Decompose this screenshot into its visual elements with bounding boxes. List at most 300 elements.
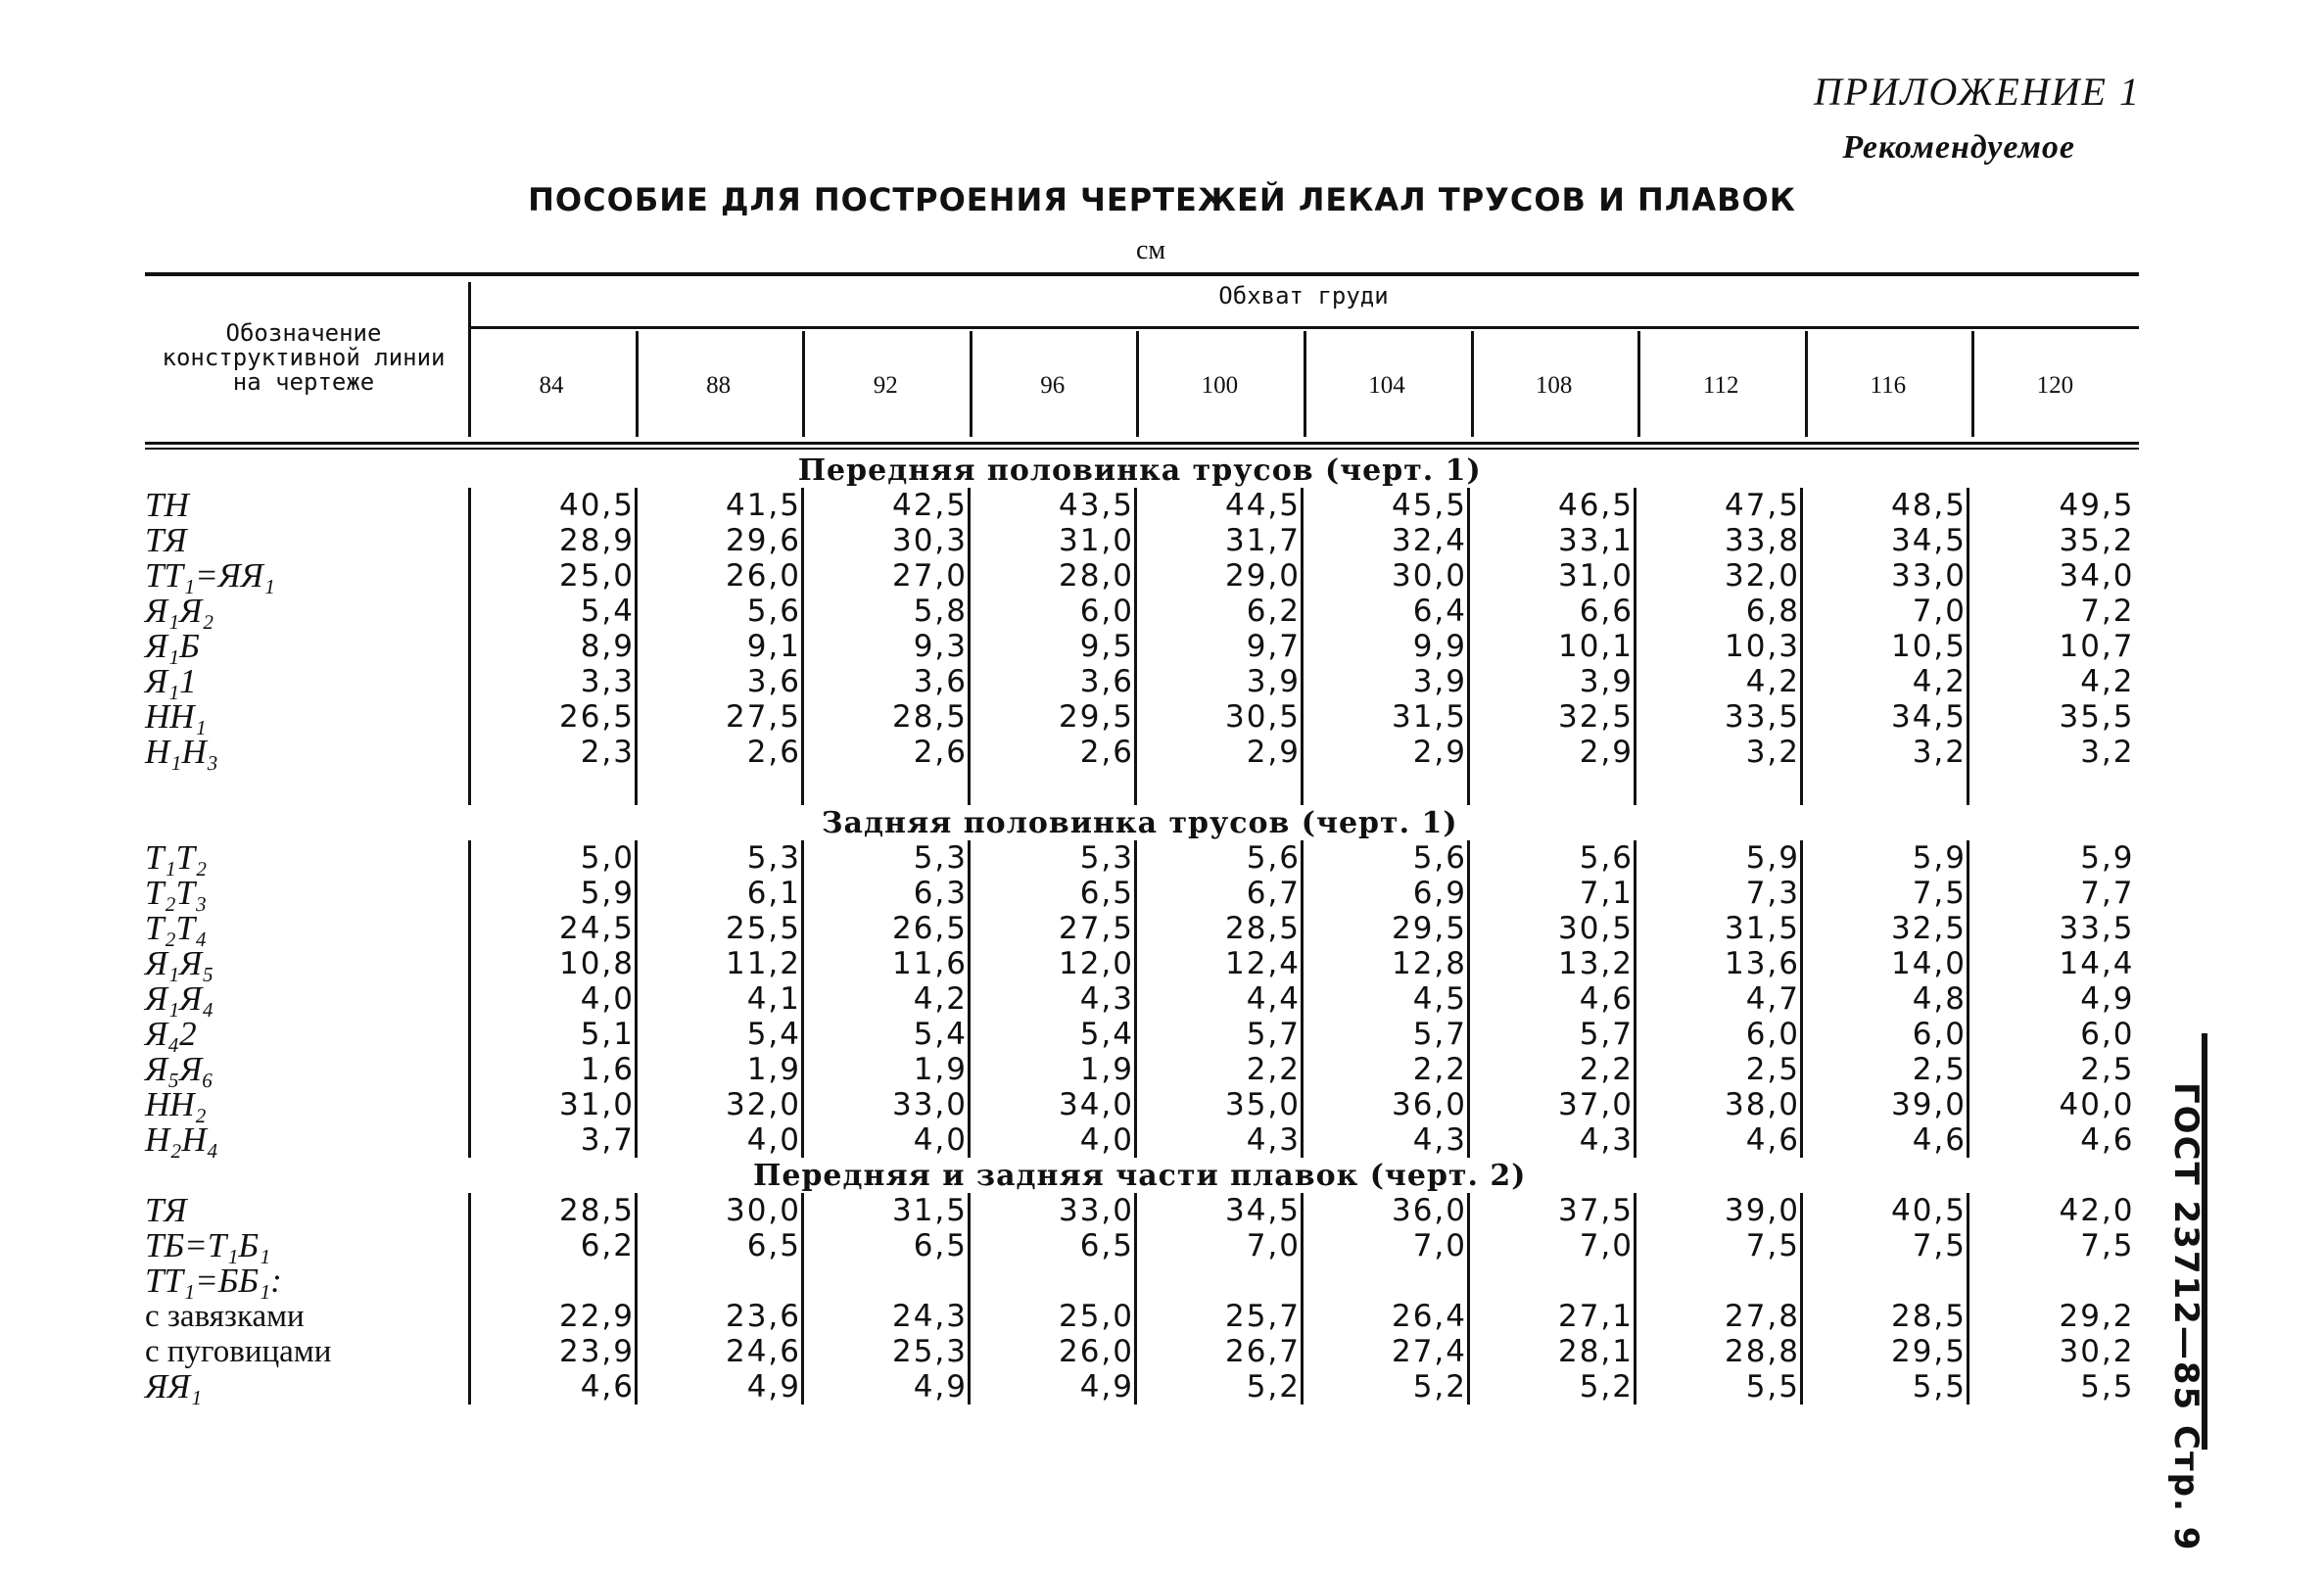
page-title: ПОСОБИЕ ДЛЯ ПОСТРОЕНИЯ ЧЕРТЕЖЕЙ ЛЕКАЛ ТРУСОВ И ПЛАВОК [528,181,1796,218]
table-cell: 27,0 [803,558,970,594]
row-label: Т₂Т₄ [145,909,208,947]
table-cell: 40,5 [1802,1193,1968,1228]
table-cell: 7,2 [1968,594,2135,629]
table-cell: 4,3 [970,981,1136,1017]
table-row [145,699,2135,735]
table-cell: 6,2 [1136,594,1303,629]
table-cell: 43,5 [970,488,1136,523]
table-cell: 26,7 [1136,1334,1303,1369]
table-cell: 33,5 [1968,911,2135,946]
table-cell: 10,3 [1636,629,1802,664]
side-standard-label: ГОСТ 23712—85 Стр. 9 [2166,1082,2205,1552]
table-cell: 23,9 [470,1334,637,1369]
table-cell: 10,5 [1802,629,1968,664]
table-cell: 4,2 [1802,664,1968,699]
column-header-116: 116 [1870,372,1907,399]
table-cell: 2,5 [1636,1052,1802,1087]
table-cell: 30,2 [1968,1334,2135,1369]
header-divider [636,331,639,437]
table-cell: 6,6 [1469,594,1636,629]
table-row [145,1369,2135,1405]
row-label: ТЯ [145,1191,187,1229]
row-label: с пуговицами [145,1334,332,1369]
table-cell: 6,9 [1303,876,1469,911]
row-label: Я₁Я₂ [145,592,214,630]
table-cell [637,1263,803,1299]
header-divider [1971,331,1974,437]
table-cell: 5,6 [1303,840,1469,876]
table-cell: 28,8 [1636,1334,1802,1369]
table-cell: 4,7 [1636,981,1802,1017]
table-cell: 14,4 [1968,946,2135,981]
table-cell: 36,0 [1303,1087,1469,1122]
table-cell: 4,1 [637,981,803,1017]
row-label: Н₁Н₃ [145,733,218,771]
table-cell: 29,5 [1802,1334,1968,1369]
table-cell: 4,6 [470,1369,637,1405]
row-label: ТН [145,486,189,524]
table-cell: 2,5 [1802,1052,1968,1087]
table-row [145,1299,2135,1334]
table-cell: 31,0 [1469,558,1636,594]
table-cell: 33,5 [1636,699,1802,735]
header-divider [1471,331,1474,437]
table-cell: 2,3 [470,735,637,770]
table-cell: 5,5 [1636,1369,1802,1405]
table-cell: 10,8 [470,946,637,981]
table-cell: 28,1 [1469,1334,1636,1369]
table-cell: 5,9 [1802,840,1968,876]
table-cell: 36,0 [1303,1193,1469,1228]
table-cell: 6,5 [970,876,1136,911]
section-title: Передняя и задняя части плавок (черт. 2) [753,1159,1527,1193]
table-cell: 6,1 [637,876,803,911]
row-label: ТБ=Т₁Б₁ [145,1226,271,1264]
table-cell: 28,9 [470,523,637,558]
table-cell: 5,9 [470,876,637,911]
table-cell: 34,5 [1802,523,1968,558]
table-cell: 4,2 [1636,664,1802,699]
row-label: Н₂Н₄ [145,1120,218,1159]
table-cell: 6,3 [803,876,970,911]
table-cell: 34,5 [1802,699,1968,735]
column-header-92: 92 [873,372,898,399]
table-cell: 35,0 [1136,1087,1303,1122]
table-cell: 4,9 [970,1369,1136,1405]
table-cell: 30,5 [1136,699,1303,735]
group-header-rule [468,326,2139,329]
table-cell: 10,1 [1469,629,1636,664]
table-cell: 6,5 [637,1228,803,1263]
table-cell [1469,1263,1636,1299]
table-cell: 4,6 [1636,1122,1802,1158]
table-cell: 12,8 [1303,946,1469,981]
table-cell: 31,5 [1303,699,1469,735]
table-cell: 2,2 [1136,1052,1303,1087]
table-cell: 49,5 [1968,488,2135,523]
table-cell: 1,9 [803,1052,970,1087]
table-cell: 11,6 [803,946,970,981]
table-cell: 39,0 [1802,1087,1968,1122]
table-cell: 4,0 [637,1122,803,1158]
table-cell: 27,5 [970,911,1136,946]
table-cell: 6,0 [1802,1017,1968,1052]
table-row [145,488,2135,523]
table-cell: 4,6 [1469,981,1636,1017]
table-cell: 3,3 [470,664,637,699]
table-cell: 11,2 [637,946,803,981]
column-header-112: 112 [1702,372,1739,399]
table-cell: 29,0 [1136,558,1303,594]
table-cell: 40,0 [1968,1087,2135,1122]
row-label: Я₁Я₅ [145,944,214,982]
table-cell: 7,0 [1303,1228,1469,1263]
table-cell: 4,6 [1968,1122,2135,1158]
table-row [145,558,2135,594]
table-cell: 6,4 [1303,594,1469,629]
table-cell: 4,3 [1469,1122,1636,1158]
header-divider [1637,331,1640,437]
unit-label: см [1136,235,1166,265]
row-label: Т₁Т₂ [145,838,208,877]
recommended-label: Рекомендуемое [1842,129,2075,166]
table-cell: 5,8 [803,594,970,629]
table-cell: 3,2 [1802,735,1968,770]
data-table [145,453,2135,1405]
table-cell [1303,1263,1469,1299]
row-header: Обозначение конструктивной линии на чертеже [162,319,446,397]
table-cell: 13,6 [1636,946,1802,981]
table-cell: 29,6 [637,523,803,558]
table-cell [470,1263,637,1299]
table-cell: 5,5 [1968,1369,2135,1405]
table-cell [1136,1263,1303,1299]
table-cell: 7,5 [1802,876,1968,911]
table-cell: 45,5 [1303,488,1469,523]
table-cell: 39,0 [1636,1193,1802,1228]
table-cell: 32,5 [1802,911,1968,946]
table-cell: 4,3 [1303,1122,1469,1158]
table-cell: 5,3 [970,840,1136,876]
header-divider [1304,331,1306,437]
section-title-row [145,453,2135,488]
table-cell: 3,9 [1303,664,1469,699]
table-cell: 2,9 [1303,735,1469,770]
table-cell: 46,5 [1469,488,1636,523]
table-cell: 25,3 [803,1334,970,1369]
table-cell: 4,2 [803,981,970,1017]
table-cell: 5,2 [1303,1369,1469,1405]
table-cell: 44,5 [1136,488,1303,523]
section-title-row [145,1158,2135,1193]
table-cell: 7,1 [1469,876,1636,911]
table-cell: 35,2 [1968,523,2135,558]
table-cell: 2,6 [970,735,1136,770]
section-gap [145,770,2135,805]
table-row [145,1017,2135,1052]
table-cell: 10,7 [1968,629,2135,664]
header-divider [1136,331,1139,437]
table-cell: 28,5 [1802,1299,1968,1334]
table-cell: 3,9 [1469,664,1636,699]
table-cell: 5,4 [970,1017,1136,1052]
table-cell: 30,3 [803,523,970,558]
table-cell: 23,6 [637,1299,803,1334]
table-cell: 34,5 [1136,1193,1303,1228]
table-cell: 5,2 [1136,1369,1303,1405]
row-label: ТТ₁=ББ₁: [145,1262,282,1300]
table-cell: 28,5 [1136,911,1303,946]
table-row [145,1263,2135,1299]
table-cell: 5,4 [470,594,637,629]
table-cell: 2,9 [1136,735,1303,770]
table-cell: 2,2 [1303,1052,1469,1087]
table-cell: 7,0 [1469,1228,1636,1263]
table-cell: 2,2 [1469,1052,1636,1087]
table-cell: 6,0 [1636,1017,1802,1052]
table-cell: 4,8 [1802,981,1968,1017]
table-cell: 38,0 [1636,1087,1802,1122]
table-cell: 25,7 [1136,1299,1303,1334]
table-cell: 4,9 [637,1369,803,1405]
table-cell: 28,5 [803,699,970,735]
table-cell: 5,4 [803,1017,970,1052]
table-cell: 31,5 [803,1193,970,1228]
table-cell: 5,7 [1303,1017,1469,1052]
table-cell: 32,5 [1469,699,1636,735]
table-cell: 32,0 [637,1087,803,1122]
table-cell: 37,0 [1469,1087,1636,1122]
table-cell: 5,3 [637,840,803,876]
table-cell: 5,6 [637,594,803,629]
table-cell: 27,4 [1303,1334,1469,1369]
table-cell: 4,0 [803,1122,970,1158]
top-rule [145,272,2139,276]
table-cell: 30,0 [1303,558,1469,594]
table-cell: 2,9 [1469,735,1636,770]
table-cell: 4,4 [1136,981,1303,1017]
table-cell: 42,0 [1968,1193,2135,1228]
table-cell: 3,6 [803,664,970,699]
table-cell: 33,1 [1469,523,1636,558]
table-cell: 1,9 [970,1052,1136,1087]
table-cell: 3,9 [1136,664,1303,699]
table-cell: 3,6 [970,664,1136,699]
table-cell: 4,0 [970,1122,1136,1158]
header-bottom-rule-2 [145,448,2139,450]
table-cell: 6,5 [803,1228,970,1263]
table-cell [1968,1263,2135,1299]
appendix-heading: ПРИЛОЖЕНИЕ 1 [1814,70,2141,114]
column-header-84: 84 [539,372,564,399]
table-cell: 40,5 [470,488,637,523]
table-row [145,1228,2135,1263]
table-cell: 33,8 [1636,523,1802,558]
table-cell: 12,0 [970,946,1136,981]
table-cell: 6,0 [970,594,1136,629]
table-cell: 48,5 [1802,488,1968,523]
table-cell: 42,5 [803,488,970,523]
table-cell: 31,5 [1636,911,1802,946]
table-cell: 34,0 [1968,558,2135,594]
row-label: Я₁Я₄ [145,979,214,1018]
header-bottom-rule-1 [145,442,2139,445]
table-cell: 27,1 [1469,1299,1636,1334]
table-cell: 5,9 [1968,840,2135,876]
table-cell: 6,8 [1636,594,1802,629]
row-label: с завязками [145,1299,305,1334]
table-cell: 3,2 [1636,735,1802,770]
table-cell: 30,0 [637,1193,803,1228]
table-row [145,1087,2135,1122]
table-cell [970,1263,1136,1299]
table-cell: 5,7 [1136,1017,1303,1052]
table-row [145,840,2135,876]
table-cell: 22,9 [470,1299,637,1334]
table-row [145,1334,2135,1369]
table-cell: 24,5 [470,911,637,946]
table-cell: 14,0 [1802,946,1968,981]
table-cell: 7,5 [1636,1228,1802,1263]
column-header-120: 120 [2036,372,2074,399]
table-cell: 12,4 [1136,946,1303,981]
table-cell: 1,9 [637,1052,803,1087]
header-divider [970,331,972,437]
table-row [145,523,2135,558]
table-cell: 29,2 [1968,1299,2135,1334]
table-cell: 9,5 [970,629,1136,664]
table-cell: 25,0 [970,1299,1136,1334]
table-cell: 13,2 [1469,946,1636,981]
column-header-104: 104 [1368,372,1405,399]
table-row [145,1122,2135,1158]
table-cell: 5,9 [1636,840,1802,876]
section-title: Передняя половинка трусов (черт. 1) [797,453,1482,488]
table-cell: 41,5 [637,488,803,523]
row-label: Я₁1 [145,662,197,700]
table-cell: 7,3 [1636,876,1802,911]
table-cell: 5,3 [803,840,970,876]
table-cell: 31,7 [1136,523,1303,558]
table-cell: 26,0 [970,1334,1136,1369]
table-cell: 5,6 [1136,840,1303,876]
table-cell: 4,9 [803,1369,970,1405]
table-cell: 9,3 [803,629,970,664]
table-cell: 9,9 [1303,629,1469,664]
table-row [145,735,2135,770]
group-header: Обхват груди [1218,282,1389,310]
row-label: Я₄2 [145,1015,197,1053]
table-row [145,946,2135,981]
section-title: Задняя половинка трусов (черт. 1) [821,806,1458,840]
table-cell: 47,5 [1636,488,1802,523]
table-cell: 28,5 [470,1193,637,1228]
table-cell: 2,6 [637,735,803,770]
column-header-96: 96 [1040,372,1066,399]
table-cell: 24,6 [637,1334,803,1369]
table-cell: 9,7 [1136,629,1303,664]
table-cell: 31,0 [470,1087,637,1122]
table-cell: 2,5 [1968,1052,2135,1087]
table-cell: 26,4 [1303,1299,1469,1334]
table-cell: 4,3 [1136,1122,1303,1158]
table-cell: 26,5 [470,699,637,735]
table-cell: 26,0 [637,558,803,594]
table-cell: 4,2 [1968,664,2135,699]
table-cell: 25,0 [470,558,637,594]
row-label: НН₂ [145,1085,207,1123]
row-label: Т₂Т₃ [145,874,208,912]
table-cell: 7,5 [1802,1228,1968,1263]
table-cell: 7,0 [1802,594,1968,629]
table-cell: 3,2 [1968,735,2135,770]
header-divider [468,282,471,437]
table-cell: 4,9 [1968,981,2135,1017]
section-title-row [145,805,2135,840]
table-cell: 24,3 [803,1299,970,1334]
table-cell [1802,1263,1968,1299]
table-row [145,594,2135,629]
table-cell: 5,0 [470,840,637,876]
table-cell: 4,6 [1802,1122,1968,1158]
row-label: ТТ₁=ЯЯ₁ [145,556,275,595]
table-cell: 5,4 [637,1017,803,1052]
row-label: Я₅Я₆ [145,1050,214,1088]
header-divider [802,331,805,437]
table-cell [1636,1263,1802,1299]
table-cell: 6,0 [1968,1017,2135,1052]
table-cell: 5,6 [1469,840,1636,876]
table-cell: 30,5 [1469,911,1636,946]
table-cell: 29,5 [970,699,1136,735]
table-cell: 3,7 [470,1122,637,1158]
table-cell: 8,9 [470,629,637,664]
row-label: ТЯ [145,521,187,559]
table-cell: 33,0 [1802,558,1968,594]
table-cell: 3,6 [637,664,803,699]
table-cell: 26,5 [803,911,970,946]
table-row [145,981,2135,1017]
table-cell: 25,5 [637,911,803,946]
table-cell: 6,2 [470,1228,637,1263]
table-cell: 29,5 [1303,911,1469,946]
column-header-108: 108 [1535,372,1573,399]
column-header-100: 100 [1201,372,1239,399]
row-label: НН₁ [145,697,207,736]
table-cell: 6,5 [970,1228,1136,1263]
table-cell: 1,6 [470,1052,637,1087]
table-row [145,664,2135,699]
table-cell: 32,0 [1636,558,1802,594]
row-label: ЯЯ₁ [145,1367,203,1405]
row-label: Я₁Б [145,627,200,665]
table-cell: 7,5 [1968,1228,2135,1263]
table-cell: 32,4 [1303,523,1469,558]
table-cell: 33,0 [970,1193,1136,1228]
table-cell: 31,0 [970,523,1136,558]
table-cell: 5,7 [1469,1017,1636,1052]
table-row [145,911,2135,946]
table-cell: 28,0 [970,558,1136,594]
table-cell: 5,2 [1469,1369,1636,1405]
table-cell: 27,5 [637,699,803,735]
table-cell: 6,7 [1136,876,1303,911]
table-cell: 5,1 [470,1017,637,1052]
table-row [145,876,2135,911]
column-header-88: 88 [706,372,732,399]
table-row [145,629,2135,664]
table-cell: 4,0 [470,981,637,1017]
